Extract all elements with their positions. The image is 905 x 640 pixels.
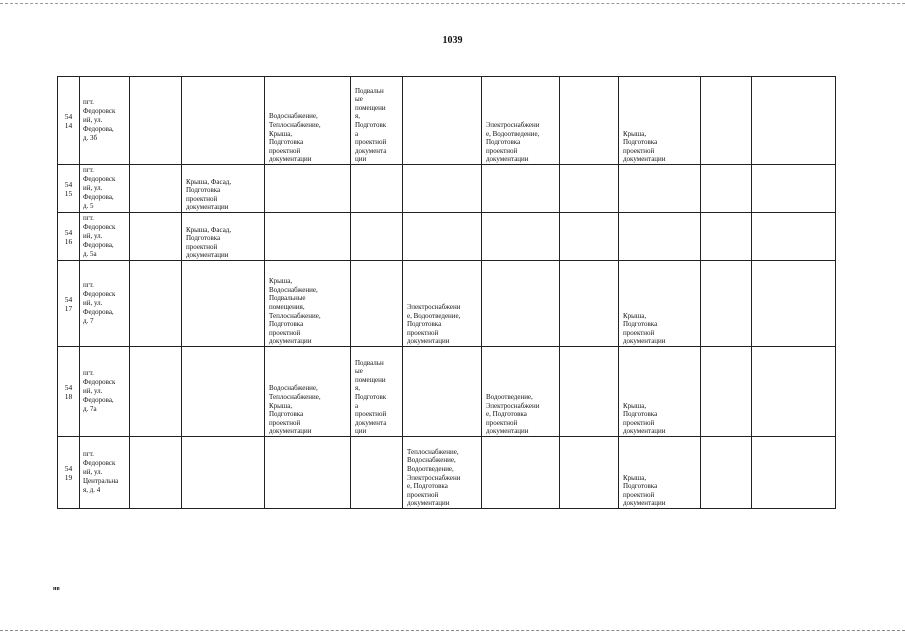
work-cell [482, 213, 560, 261]
work-cell [265, 437, 351, 509]
work-cell [182, 77, 265, 165]
address-cell: пгт. Федоровск ий, ул. Федорова, д. 7а [80, 347, 130, 437]
work-cell [619, 213, 701, 261]
address-cell: пгт. Федоровск ий, ул. Федорова, д. 5а [80, 213, 130, 261]
address-cell: пгт. Федоровск ий, ул. Федорова, д. 5 [80, 165, 130, 213]
work-cell [752, 347, 836, 437]
work-cell [351, 213, 403, 261]
work-cell [265, 213, 351, 261]
table-row [58, 261, 836, 347]
work-cell [265, 165, 351, 213]
work-cell [351, 261, 403, 347]
work-cell [482, 437, 560, 509]
work-cell [130, 77, 182, 165]
work-cell [752, 213, 836, 261]
work-cell [701, 213, 752, 261]
work-cell: Подвальн ые помещени я, Подготовк а проектной документа ции [351, 77, 403, 165]
work-cell [182, 347, 265, 437]
work-cell: Крыша, Подготовка проектной документации [619, 77, 701, 165]
row-number-cell: 54 14 [58, 77, 80, 165]
work-cell [403, 77, 482, 165]
row-number-cell: 54 16 [58, 213, 80, 261]
work-cell [351, 437, 403, 509]
row-number-cell: 54 15 [58, 165, 80, 213]
work-cell [752, 77, 836, 165]
work-cell: Электроснабжени е, Водоотведение, Подготовка проектной документации [403, 261, 482, 347]
work-cell [130, 213, 182, 261]
work-cell [752, 165, 836, 213]
work-cell: Крыша, Подготовка проектной документации [619, 347, 701, 437]
work-cell [182, 437, 265, 509]
work-cell: Водоснабжение, Теплоснабжение, Крыша, Подготовка проектной документации [265, 77, 351, 165]
work-cell [403, 347, 482, 437]
work-cell [560, 213, 619, 261]
work-cell: Теплоснабжение, Водоснабжение, Водоотведение, Электроснабжени е, Подготовка проектной документации [403, 437, 482, 509]
work-cell [701, 347, 752, 437]
work-cell: Подвальн ые помещени я, Подготовк а проектной документа ции [351, 347, 403, 437]
row-number-cell: 54 17 [58, 261, 80, 347]
work-cell [130, 165, 182, 213]
work-cell [701, 77, 752, 165]
work-cell [130, 437, 182, 509]
work-cell [560, 165, 619, 213]
repair-schedule-table [57, 76, 836, 509]
footer-initials: нв [53, 586, 60, 592]
work-cell [560, 437, 619, 509]
work-cell [482, 261, 560, 347]
work-cell [403, 165, 482, 213]
work-cell: Крыша, Фасад, Подготовка проектной документации [182, 213, 265, 261]
table-row [58, 347, 836, 437]
work-cell [701, 437, 752, 509]
work-cell: Крыша, Подготовка проектной документации [619, 437, 701, 509]
work-cell [701, 165, 752, 213]
work-cell [130, 261, 182, 347]
work-cell [752, 437, 836, 509]
work-cell [482, 165, 560, 213]
work-cell: Водоотведение, Электроснабжени е, Подготовка проектной документации [482, 347, 560, 437]
top-scan-edge [0, 3, 905, 5]
table-row [58, 437, 836, 509]
work-cell [403, 213, 482, 261]
work-cell [701, 261, 752, 347]
work-cell [560, 77, 619, 165]
table-row [58, 213, 836, 261]
work-cell [560, 347, 619, 437]
table-row [58, 165, 836, 213]
work-cell: Крыша, Подготовка проектной документации [619, 261, 701, 347]
work-cell [351, 165, 403, 213]
row-number-cell: 54 18 [58, 347, 80, 437]
work-cell [619, 165, 701, 213]
address-cell: пгт. Федоровск ий, ул. Федорова, д. 7 [80, 261, 130, 347]
work-cell [560, 261, 619, 347]
work-cell [752, 261, 836, 347]
work-cell: Электроснабжени е, Водоотведение, Подготовка проектной документации [482, 77, 560, 165]
row-number-cell: 54 19 [58, 437, 80, 509]
table-row [58, 77, 836, 165]
address-cell: пгт. Федоровск ий, ул. Центральна я, д. 4 [80, 437, 130, 509]
page-number: 1039 [442, 35, 463, 46]
work-cell [130, 347, 182, 437]
bottom-scan-edge [0, 630, 905, 632]
address-cell: пгт. Федоровск ий, ул. Федорова, д. 3б [80, 77, 130, 165]
work-cell: Водоснабжение, Теплоснабжение, Крыша, Подготовка проектной документации [265, 347, 351, 437]
work-cell [182, 261, 265, 347]
work-cell: Крыша, Фасад, Подготовка проектной документации [182, 165, 265, 213]
work-cell: Крыша, Водоснабжение, Подвальные помещения, Теплоснабжение, Подготовка проектной документации [265, 261, 351, 347]
